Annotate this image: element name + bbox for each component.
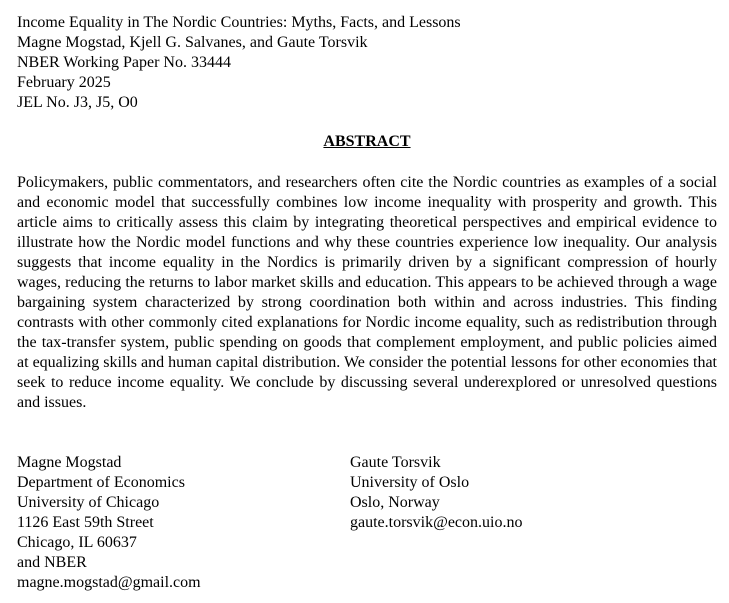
- address-line: 1126 East 59th Street: [17, 514, 154, 531]
- address-line: Oslo, Norway: [350, 494, 440, 511]
- abstract-text: Policymakers, public commentators, and researchers often cite the Nordic countries as examples of a social and economic model that successfully combines low income inequality with prosperity and growth. This article aims to critically assess this claim by integrating theoretical perspectives and empirical evidence to illustrate how the Nordic model functions and why these countries experience low inequality. Our analysis suggests that income equality in the Nordics is primarily driven by a significant compression of hourly wages, reducing the returns to labor market skills and education. This appears to be achieved through a wage bargaining system characterized by strong coordination both within and across industries. This finding contrasts with other commonly cited explanations for Nordic income equality, such as redistribution through the tax-transfer system, public spending on goods that complement employment, and public policies aimed at equalizing skills and human capital distribution. We consider the potential lessons for other economies that seek to reduce income equality. We conclude by discussing several underexplored or unresolved questions and issues.: [17, 174, 717, 411]
- address-line: University of Oslo: [350, 474, 470, 491]
- paper-authors: Magne Mogstad, Kjell G. Salvanes, and Gaute Torsvik: [17, 34, 368, 51]
- author-email: gaute.torsvik@econ.uio.no: [350, 514, 523, 531]
- address-line: Chicago, IL 60637: [17, 534, 137, 551]
- author-address-torsvik: [350, 453, 522, 533]
- paper-series: NBER Working Paper No. 33444: [17, 54, 231, 71]
- address-line: University of Chicago: [17, 494, 160, 511]
- paper-jel-codes: JEL No. J3, J5, O0: [17, 94, 138, 111]
- author-address-mogstad: [17, 453, 201, 593]
- abstract-heading: ABSTRACT: [323, 133, 411, 150]
- paper-header: [17, 13, 461, 113]
- author-email: magne.mogstad@gmail.com: [17, 574, 201, 591]
- paper-date: February 2025: [17, 74, 111, 91]
- address-line: Gaute Torsvik: [350, 454, 441, 471]
- address-line: Department of Economics: [17, 474, 185, 491]
- address-line: and NBER: [17, 554, 87, 571]
- paper-title: Income Equality in The Nordic Countries: Myths, Facts, and Lessons: [17, 14, 461, 31]
- address-line: Magne Mogstad: [17, 454, 122, 471]
